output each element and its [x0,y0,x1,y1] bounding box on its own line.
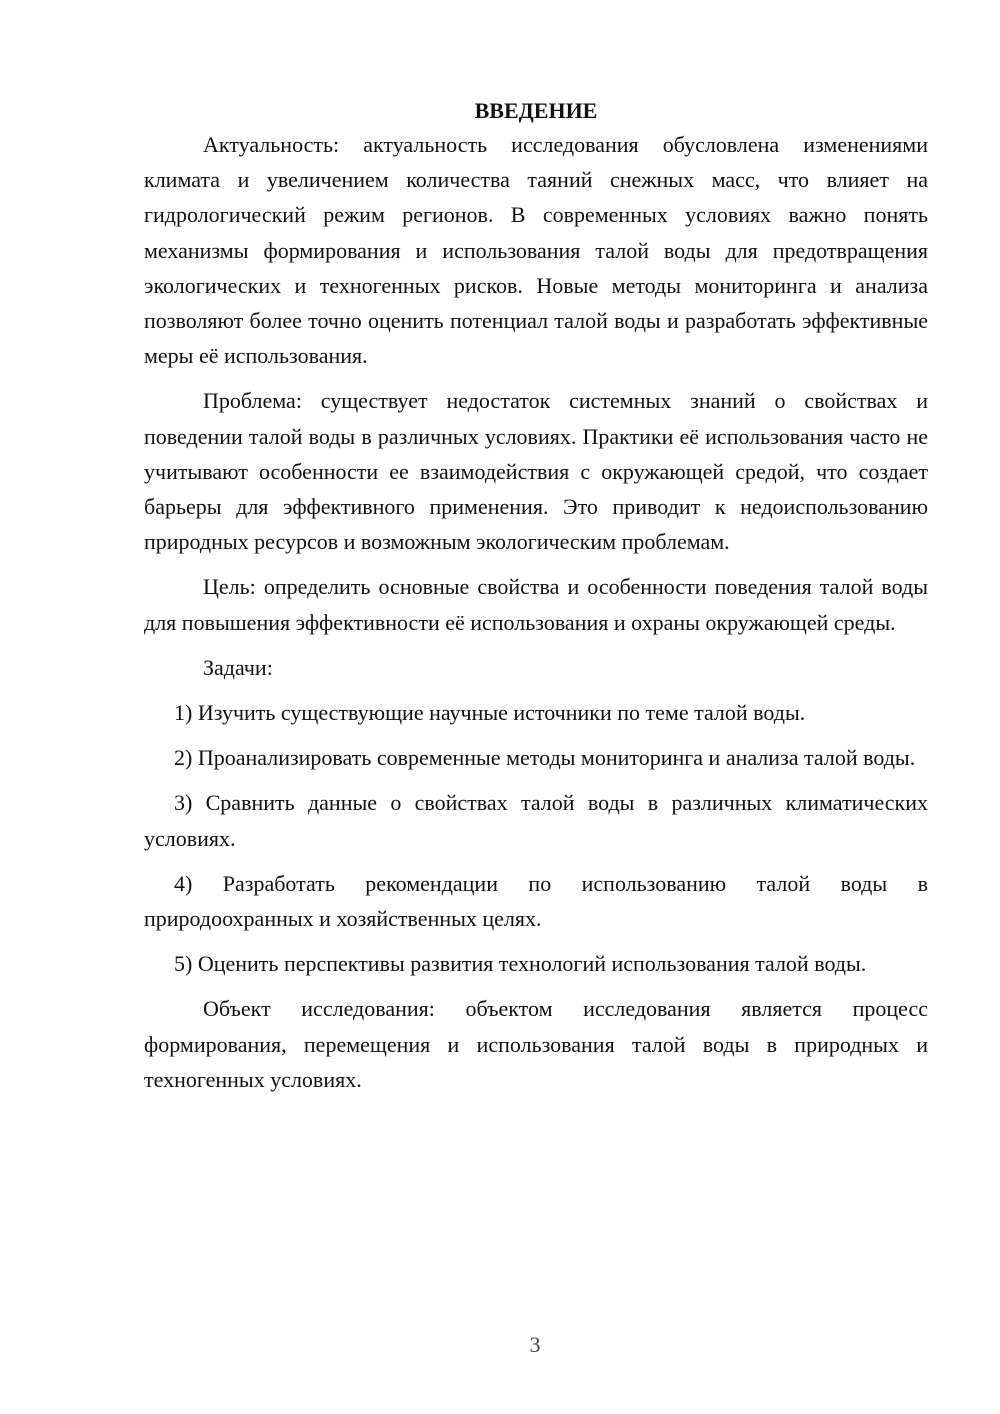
page-title: ВВЕДЕНИЕ [474,98,598,123]
object-paragraph: Объект исследования: объектом исследования является процесс формирования, перемещения и использования талой воды в природных и техногенных условиях. [144,996,928,1092]
tasks-heading: Задачи: [203,654,273,680]
task-item-1: 1) Изучить существующие научные источники по теме талой воды. [174,700,806,726]
goal-paragraph: Цель: определить основные свойства и особенности поведения талой воды для повышения эффективности её использования и охраны окружающей среды. [144,574,928,635]
page-body [144,93,928,1107]
relevance-paragraph: Актуальность: актуальность исследования обусловлена изменениями климата и увеличением количества таяний снежных масс, что влияет на гидрологический режим регионов. В современных условиях важно понять механизмы формирования и использования талой воды для предотвращения экологических и техногенных рисков. Новые методы мониторинга и анализа позволяют более точно оценить потенциал талой воды и разработать эффективные меры её использования. [144,132,928,369]
problem-paragraph: Проблема: существует недостаток системных знаний о свойствах и поведении талой воды в различных условиях. Практики её использования часто не учитывают особенности ее взаимодействия с окружающей средой, что создает барьеры для эффективного применения. Это приводит к недоиспользованию природных ресурсов и возможным экологическим проблемам. [144,388,928,555]
task-item-5: 5) Оценить перспективы развития технологий использования талой воды. [174,951,867,977]
page-number: 3 [529,1332,541,1357]
task-item-4: 4) Разработать рекомендации по использованию талой воды в природоохранных и хозяйственных целях. [144,870,928,932]
task-item-3: 3) Сравнить данные о свойствах талой воды в различных климатических условиях. [144,790,928,851]
task-item-2: 2) Проанализировать современные методы мониторинга и анализа талой воды. [174,745,916,771]
